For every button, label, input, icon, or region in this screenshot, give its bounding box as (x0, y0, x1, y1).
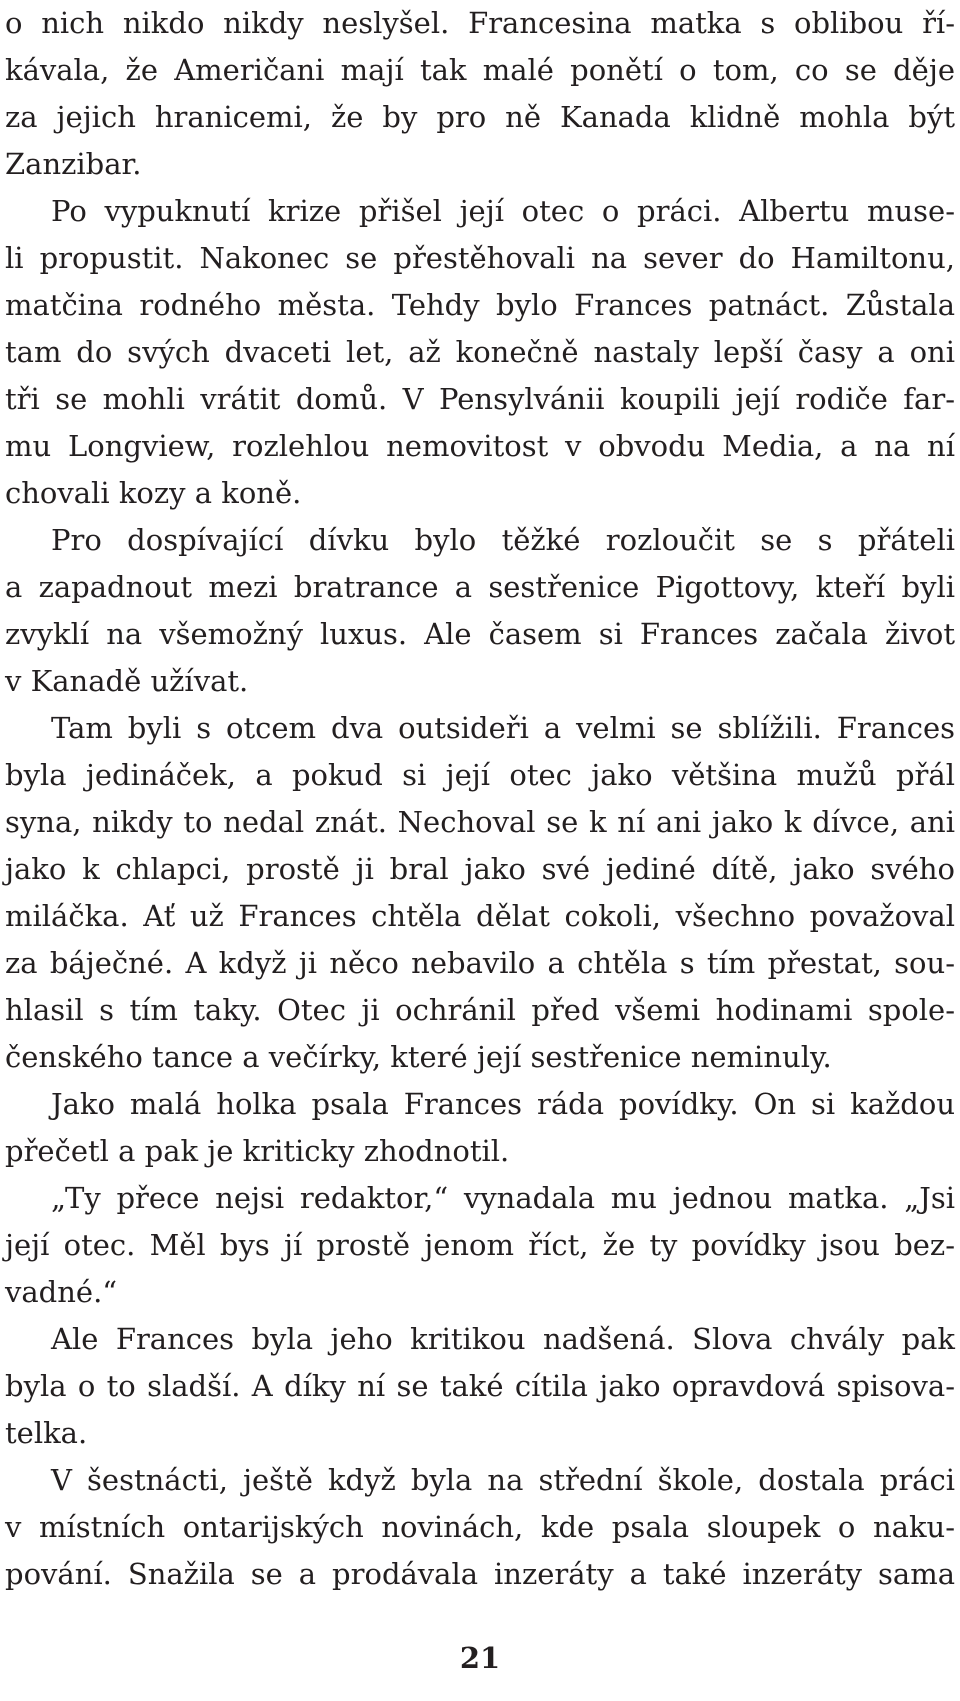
text-line: tam do svých dvaceti let, až konečně nastaly lepší časy a oni (5, 335, 955, 369)
text-line: přečetl a pak je kriticky zhodnotil. (5, 1134, 510, 1168)
text-line: za báječné. A když ji něco nebavilo a chtěla s tím přestat, sou- (5, 946, 955, 980)
text-line: zvyklí na všemožný luxus. Ale časem si Frances začala život (5, 617, 955, 651)
text-line: matčina rodného města. Tehdy bylo Frances patnáct. Zůstala (5, 288, 955, 322)
text-line: pování. Snažila se a prodávala inzeráty a také inzeráty sama (5, 1557, 955, 1591)
text-line: miláčka. Ať už Frances chtěla dělat cokoli, všechno považoval (5, 899, 955, 933)
text-line: „Ty přece nejsi redaktor,“ vynadala mu jednou matka. „Jsi (51, 1181, 955, 1215)
text-line: byla o to sladší. A díky ní se také cítila jako opravdová spisova- (5, 1369, 955, 1403)
text-line: v Kanadě užívat. (5, 664, 249, 698)
text-line: Ale Frances byla jeho kritikou nadšená. Slova chvály pak (51, 1322, 955, 1356)
text-line: byla jedináček, a pokud si její otec jako většina mužů přál (5, 758, 955, 792)
text-line: hlasil s tím taky. Otec ji ochránil před všemi hodinami spole- (5, 993, 955, 1027)
text-line: vadné.“ (5, 1275, 118, 1309)
text-line: chovali kozy a koně. (5, 476, 302, 510)
text-line: za jejich hranicemi, že by pro ně Kanada klidně mohla být (5, 100, 955, 134)
text-line: a zapadnout mezi bratrance a sestřenice Pigottovy, kteří byli (5, 570, 955, 604)
text-line: telka. (5, 1416, 88, 1450)
page-number: 21 (459, 1641, 501, 1675)
text-line: Tam byli s otcem dva outsideři a velmi se sblížili. Frances (51, 711, 955, 745)
text-line: li propustit. Nakonec se přestěhovali na sever do Hamiltonu, (5, 241, 955, 275)
text-line: v místních ontarijských novinách, kde psala sloupek o naku- (5, 1510, 955, 1544)
text-line: Pro dospívající dívku bylo těžké rozloučit se s přáteli (51, 523, 955, 557)
text-line: Zanzibar. (5, 147, 142, 181)
text-line: její otec. Měl bys jí prostě jenom říct, že ty povídky jsou bez- (5, 1228, 955, 1262)
body-text (5, 0, 955, 1598)
text-line: mu Longview, rozlehlou nemovitost v obvodu Media, a na ní (5, 429, 955, 463)
text-line: Jako malá holka psala Frances ráda povídky. On si každou (51, 1087, 955, 1121)
text-line: kávala, že Američani mají tak malé ponětí o tom, co se děje (5, 53, 955, 87)
text-line: jako k chlapci, prostě ji bral jako své jediné dítě, jako svého (5, 852, 955, 886)
text-line: čenského tance a večírky, které její sestřenice neminuly. (5, 1040, 832, 1074)
text-line: Po vypuknutí krize přišel její otec o práci. Albertu muse- (51, 194, 955, 228)
text-line: syna, nikdy to nedal znát. Nechoval se k ní ani jako k dívce, ani (5, 805, 955, 839)
text-line: tři se mohli vrátit domů. V Pensylvánii koupili její rodiče far- (5, 382, 955, 416)
text-line: V šestnácti, ještě když byla na střední škole, dostala práci (51, 1463, 955, 1497)
text-line: o nich nikdo nikdy neslyšel. Francesina matka s oblibou ří- (5, 6, 955, 40)
